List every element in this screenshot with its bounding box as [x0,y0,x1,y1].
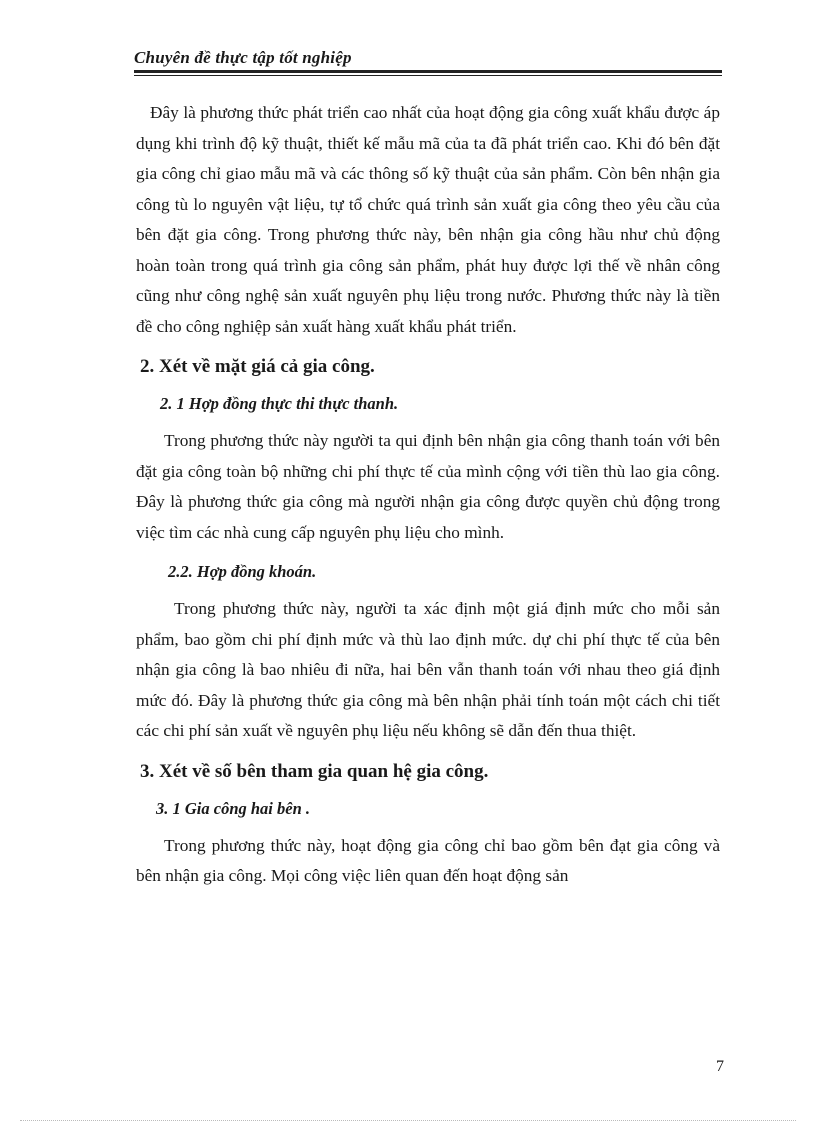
header-rule-thick [134,70,722,73]
page-body [136,98,720,892]
section-heading: 3. Xét về số bên tham gia quan hệ gia công. [140,760,489,782]
paragraph: Đây là phương thức phát triển cao nhất của hoạt động gia công xuất khẩu được áp dụng khi trình độ kỹ thuật, thiết kế mẫu mã của ta đã phát triển cao. Khi đó bên đặt gia công chỉ giao mẫu mã và các thông số kỹ thuật của sản phẩm. Còn bên nhận gia công tù lo nguyên vật liệu, tự tổ chức quá trình sản xuất gia công theo yêu cầu của bên đặt gia công. Trong phương thức này, bên nhận gia công hầu như chủ động hoàn toàn trong quá trình gia công sản phẩm, phát huy được lợi thế về nhân công cũng như công nghệ sản xuất nguyên phụ liệu trong nước. Phương thức này là tiền đề cho công nghiệp sản xuất hàng xuất khẩu phát triển. [136,103,720,336]
page-number: 7 [716,1058,724,1075]
paragraph: Trong phương thức này, người ta xác định một giá định mức cho mỗi sản phẩm, bao gồm chi phí định mức và thù lao định mức. dự chi phí thực tế của bên nhận gia công là bao nhiêu đi nữa, hai bên vẫn thanh toán với nhau theo giá định mức đó. Đây là phương thức gia công mà bên nhận phải tính toán một cách chi tiết các chi phí sản xuất về nguyên phụ liệu nếu không sẽ dẫn đến thua thiệt. [136,599,720,740]
subsection-heading: 3. 1 Gia công hai bên . [156,798,311,818]
header-rule-thin [134,75,722,76]
subsection-heading: 2. 1 Hợp đồng thực thi thực thanh. [160,394,399,413]
paragraph: Trong phương thức này, hoạt động gia công chỉ bao gồm bên đạt gia công và bên nhận gia công. Mọi công việc liên quan đến hoạt động sản [136,835,720,885]
section-heading: 2. Xét về mặt giá cả gia công. [140,356,375,377]
subsection-heading: 2.2. Hợp đồng khoán. [168,562,317,581]
page-bottom-divider [20,1120,796,1121]
document-header-title: Chuyên đề thực tập tốt nghiệp [134,48,352,67]
paragraph: Trong phương thức này người ta qui định bên nhận gia công thanh toán với bên đặt gia công toàn bộ những chi phí thực tế của mình cộng với tiền thù lao gia công. Đây là phương thức gia công mà người nhận gia công được quyền chủ động trong việc tìm các nhà cung cấp nguyên phụ liệu cho mình. [136,431,720,542]
